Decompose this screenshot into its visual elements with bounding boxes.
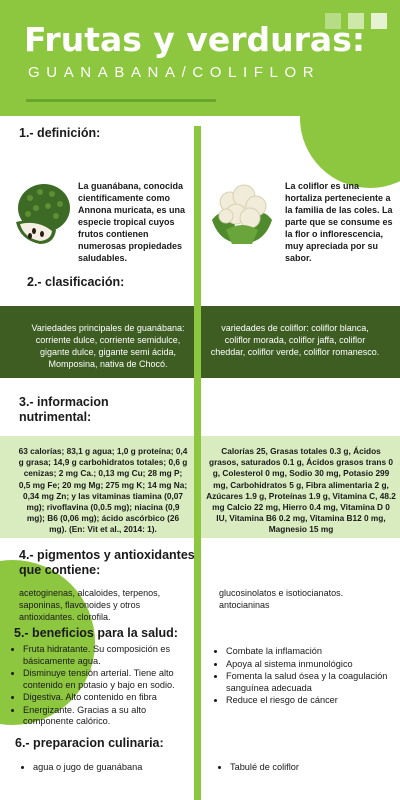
definicion-coliflor-text: La coliflor es una hortaliza perteneciente a la familia de las coles. La parte que se consume es la flor o inflorescencia, muy apreciada por su sabor. [285,181,393,263]
list-item: • Disminuye tensión arterial. Tiene alto contenido en potasio y bajo en sodio. [23,668,190,691]
list-item: • Energizante. Gracias a su alto componente calórico. [23,705,190,728]
pigmentos-coliflor-text: glucosinolatos e isotiocianatos. antocianinas [219,588,344,610]
preparacion-coliflor-list [217,762,387,775]
header-underline [26,99,216,102]
list-item: • Apoya al sistema inmunológico [226,659,393,671]
section-heading-preparacion: 6.- preparacion culinaria: [15,736,164,750]
pigmentos-guanabana-text: acetoginenas, alcaloides, terpenos, saponinas, flavonoides y otros antioxidantes. clorofila. [19,588,161,622]
clasificacion-coliflor-text: variedades de coliflor: coliflor blanca, coliflor morada, coliflor jaffa, coliflor cheddar, coliflor verde, coliflor romanesco. [210,323,380,357]
section-heading-informacion [19,395,109,425]
list-item: • Tabulé de coliflor [230,762,387,774]
informacion-heading-line2: nutrimental: [19,410,92,424]
section-heading-clasificacion: 2.- clasificación: [27,275,125,289]
list-item: • Fruta hidratante. Su composición es básicamente agua. [23,644,190,667]
list-item: • Reduce el riesgo de cáncer [226,695,393,707]
informacion-coliflor-text: Calorías 25, Grasas totales 0.3 g, Ácidos grasos, saturados 0.1 g, Ácidos grasos trans 0 g, Colesterol 0 mg, Sodio 30 mg, Potasio 299 mg, Carbohidratos 5 g, Fibra alimentaria 2 g, Azúcares 1.9 g, Proteínas 1.9 g, Vitamina C, 48.2 mg Calcio 22 mg, Hierro 0.4 mg, Vitamina D 0 IU, Vitamina B6 0.2 mg, Vitamina B12 0 mg, Magnesio 15 mg [206,446,396,535]
list-item: • agua o jugo de guanábana [33,762,190,774]
definicion-guanabana-text: La guanábana, conocida científicamente como Annona muricata, es una especie tropical cuyos frutos contienen numerosas propiedades saludables. [78,181,186,263]
cauliflower-illustration [206,180,278,246]
informacion-heading-line1: 3.- informacion [19,395,109,409]
list-item: • Digestiva. Alto contenido en fibra [23,692,190,704]
decor-square-3 [371,13,387,29]
page-subtitle: GUANABANA/COLIFLOR [28,64,321,81]
pigmentos-heading-line1: 4.- pigmentos y antioxidantes [19,548,195,562]
list-item: • Combate la inflamación [226,646,393,658]
preparacion-guanabana-list [20,762,190,775]
section-heading-definicion: 1.- definición: [19,126,101,140]
clasificacion-guanabana-text: Variedades principales de guanábana: corriente dulce, corriente semidulce, gigante dulce, gigante semi ácida, Momposina, nativa de Chocó. [31,323,185,369]
center-divider [194,126,201,800]
section-heading-pigmentos [19,548,195,578]
page-title: Frutas y verduras: [24,20,366,59]
list-item: • Fomenta la salud ósea y la coagulación sanguínea adecuada [226,671,393,694]
beneficios-coliflor-list [213,646,393,708]
informacion-guanabana-text: 63 calorías; 83,1 g agua; 1,0 g proteína; 0,4 g grasa; 14,9 g carbohidratos totales; 0,6 g cenizas; 2 mg Ca.; 0,13 mg Cu; 28 mg P; 0,5 mg Fe; 20 mg Mg; 275 mg K; 14 mg Na; 0,34 mg Zn; y las vitaminas tiamina (0,07 mg); rivoflavina (0,0.5 mg); niacina (0,9 mg); B6 (0,06 mg); ácido ascórbico (26 mg). (En: Vit et al., 2014: 1). [18,446,188,535]
pigmentos-heading-line2: que contiene: [19,563,101,577]
beneficios-guanabana-list [10,644,190,729]
section-heading-beneficios: 5.- beneficios para la salud: [14,626,178,640]
soursop-illustration [10,176,74,248]
